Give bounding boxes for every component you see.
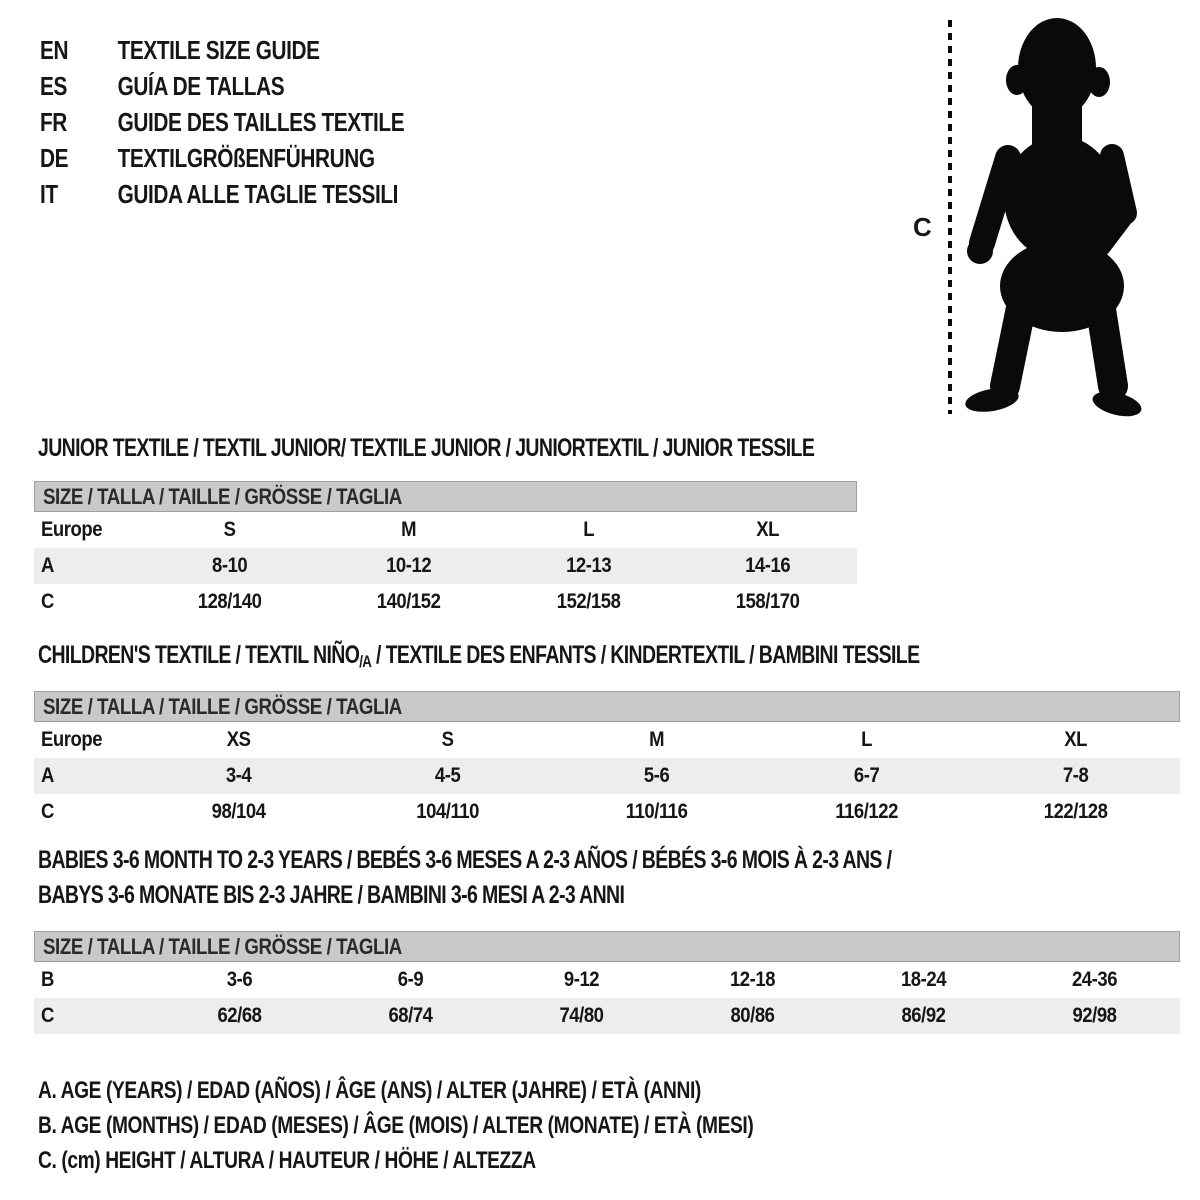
table-body-babies (34, 962, 1180, 1034)
size-header-label: SIZE / TALLA / TAILLE / GRÖSSE / TAGLIA (43, 694, 402, 719)
cell-value: 8-10 (212, 554, 248, 577)
legend-line-c: C. (cm) HEIGHT / ALTURA / HAUTEUR / HÖHE / ALTEZZA (38, 1147, 536, 1174)
row-label: Europe (41, 518, 103, 541)
row-label: C (41, 1004, 54, 1027)
size-header-label: SIZE / TALLA / TAILLE / GRÖSSE / TAGLIA (43, 484, 402, 509)
cell-value: 152/158 (556, 590, 620, 613)
cell-value: 140/152 (377, 590, 441, 613)
cell-value: 24-36 (1071, 968, 1118, 991)
section-heading-babies-line2: BABYS 3-6 MONATE BIS 2-3 JAHRE / BAMBINI 3-6 MESI A 2-3 ANNI (38, 881, 625, 909)
cell-value: 104/110 (416, 800, 480, 823)
cell-value: L (582, 518, 594, 541)
cell-value: 4-5 (435, 764, 461, 787)
section-heading-children (38, 641, 919, 672)
language-title-block (40, 32, 404, 212)
table-row (34, 758, 1180, 794)
table-body-junior (34, 512, 857, 620)
cell-value: XL (756, 518, 779, 541)
cell-value: 7-8 (1062, 764, 1089, 787)
cell-value: 5-6 (644, 764, 670, 787)
cell-value: 12-18 (729, 968, 776, 991)
lang-code: DE (40, 142, 69, 173)
size-header-label: SIZE / TALLA / TAILLE / GRÖSSE / TAGLIA (43, 934, 402, 959)
cell-value: 62/68 (217, 1004, 262, 1027)
lang-code: EN (40, 34, 69, 65)
lang-row-it (40, 176, 404, 212)
size-table-babies (34, 931, 1180, 1034)
row-label: A (41, 764, 54, 787)
table-row (34, 998, 1180, 1034)
size-header-bar (34, 931, 1180, 962)
lang-title: GUIDA ALLE TAGLIE TESSILI (117, 178, 399, 209)
size-table-junior (34, 481, 857, 620)
legend-block (38, 1073, 932, 1178)
cell-value: 9-12 (563, 968, 600, 991)
cell-value: S (223, 518, 236, 541)
cell-value: 10-12 (386, 554, 432, 577)
lang-row-en (40, 32, 404, 68)
lang-row-de (40, 140, 404, 176)
table-row (34, 794, 1180, 830)
lang-row-es (40, 68, 404, 104)
cell-value: 116/122 (834, 800, 898, 823)
lang-code: IT (40, 178, 58, 209)
heading-children-pre: CHILDREN'S TEXTILE / TEXTIL NIÑO (38, 641, 360, 669)
table-row (34, 584, 857, 620)
toddler-silhouette-figure (900, 0, 1160, 430)
legend-line-a: A. AGE (YEARS) / EDAD (AÑOS) / ÂGE (ANS) / ALTER (JAHRE) / ETÀ (ANNI) (38, 1077, 701, 1104)
size-header-bar (34, 481, 857, 512)
cell-value: 98/104 (211, 800, 266, 823)
lang-title: GUIDE DES TAILLES TEXTILE (117, 106, 405, 137)
cell-value: 110/116 (626, 800, 688, 823)
size-header-bar (34, 691, 1180, 722)
row-label: B (41, 968, 54, 991)
cell-value: 18-24 (900, 968, 947, 991)
legend-line-b: B. AGE (MONTHS) / EDAD (MESES) / ÂGE (MOIS) / ALTER (MONATE) / ETÀ (MESI) (38, 1112, 754, 1139)
cell-value: 6-7 (853, 764, 879, 787)
cell-value: L (860, 728, 872, 751)
cell-value: 14-16 (744, 554, 790, 577)
cell-value: 80/86 (730, 1004, 775, 1027)
table-body-children (34, 722, 1180, 830)
lang-title: GUÍA DE TALLAS (117, 70, 285, 101)
lang-title: TEXTILGRÖßENFÜHRUNG (117, 142, 375, 173)
table-row (34, 722, 1180, 758)
row-label: C (41, 800, 54, 823)
cell-value: 3-4 (225, 764, 252, 787)
cell-value: 6-9 (397, 968, 424, 991)
lang-row-fr (40, 104, 404, 140)
heading-children-sub: /A (359, 652, 372, 671)
row-label: Europe (41, 728, 103, 751)
lang-code: ES (40, 70, 67, 101)
cell-value: 86/92 (901, 1004, 946, 1027)
cell-value: M (649, 728, 665, 751)
table-row (34, 962, 1180, 998)
lang-code: FR (40, 106, 67, 137)
cell-value: 74/80 (559, 1004, 604, 1027)
toddler-silhouette (964, 18, 1144, 421)
cell-value: 158/170 (735, 590, 800, 613)
cell-value: XL (1064, 728, 1087, 751)
cell-value: 128/140 (197, 590, 262, 613)
cell-value: S (441, 728, 454, 751)
cell-value: 122/128 (1043, 800, 1108, 823)
table-row (34, 512, 857, 548)
size-table-children (34, 691, 1180, 830)
heading-children-post: / TEXTILE DES ENFANTS / KINDERTEXTIL / BAMBINI TESSILE (371, 641, 920, 669)
row-label: A (41, 554, 54, 577)
table-row (34, 548, 857, 584)
row-label: C (41, 590, 54, 613)
cell-value: XS (226, 728, 251, 751)
section-heading-babies-line1: BABIES 3-6 MONTH TO 2-3 YEARS / BEBÉS 3-6 MESES A 2-3 AÑOS / BÉBÉS 3-6 MOIS À 2-3 ANS / (38, 846, 892, 874)
height-measure-label: C (913, 212, 932, 242)
cell-value: 92/98 (1072, 1004, 1117, 1027)
cell-value: 3-6 (226, 968, 253, 991)
section-heading-junior: JUNIOR TEXTILE / TEXTIL JUNIOR/ TEXTILE JUNIOR / JUNIORTEXTIL / JUNIOR TESSILE (38, 434, 815, 462)
cell-value: 68/74 (388, 1004, 433, 1027)
cell-value: 12-13 (565, 554, 611, 577)
lang-title: TEXTILE SIZE GUIDE (117, 34, 320, 65)
cell-value: M (401, 518, 417, 541)
